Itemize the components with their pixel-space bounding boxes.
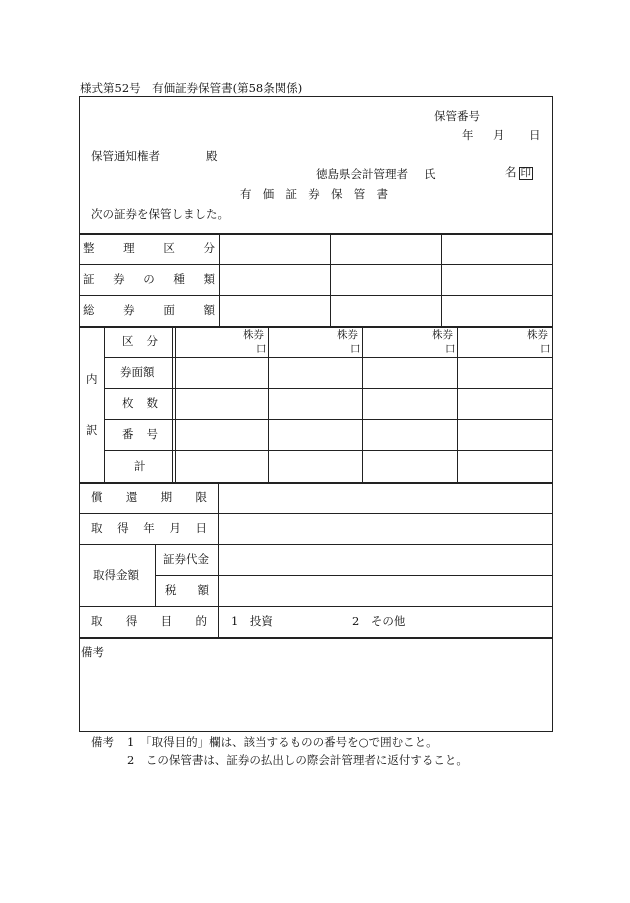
rule-line — [79, 264, 553, 265]
doc-title-char: 証 — [285, 187, 297, 201]
label-char: 取 — [91, 521, 103, 535]
label-char: 区 — [122, 334, 134, 348]
purpose-option-other: 2 その他 — [352, 614, 406, 628]
label-redemption-date — [91, 492, 207, 504]
doc-title-char: 券 — [308, 187, 320, 201]
label-char: 額 — [197, 583, 209, 597]
issuer-label: 徳島県会計管理者 — [316, 167, 408, 181]
label-char: 分 — [203, 241, 215, 255]
label-purpose — [91, 616, 207, 628]
label-tax-amount — [165, 585, 209, 597]
unit-label-bottom: 口 — [540, 343, 551, 355]
label-char: 月 — [169, 521, 181, 535]
label-char: 目 — [160, 614, 173, 628]
label-char: 番 — [122, 427, 134, 441]
label-char: 区 — [163, 241, 175, 255]
rule-line — [268, 326, 269, 482]
label-char: 的 — [195, 614, 207, 628]
rule-line — [155, 544, 156, 606]
rule-line — [155, 575, 553, 576]
rule-line — [104, 357, 553, 358]
rule-line — [79, 233, 553, 235]
rule-line — [79, 637, 553, 639]
label-char: 号 — [146, 427, 158, 441]
label-char: 償 — [91, 490, 103, 504]
unit-label-bottom: 口 — [256, 343, 267, 355]
name-label-text: 名 — [505, 165, 517, 179]
addressee-label: 保管通知権者 — [91, 149, 160, 163]
unit-label-bottom: 口 — [445, 343, 456, 355]
label-char: の — [143, 272, 155, 286]
rule-line — [79, 606, 553, 607]
label-char: 還 — [125, 490, 138, 504]
date-month: 月 — [493, 128, 505, 142]
rule-line — [104, 326, 105, 482]
label-char: 分 — [146, 334, 158, 348]
rule-line — [104, 419, 553, 420]
label-char: 券 — [123, 303, 135, 317]
breakdown-row-classification — [122, 336, 158, 348]
seal-mark: 印 — [520, 167, 531, 179]
summary-label-total-face-value — [83, 305, 215, 317]
rule-line — [79, 295, 553, 296]
name-label-first: 氏 — [424, 167, 436, 181]
date-day: 日 — [529, 128, 541, 142]
label-char: 期 — [160, 490, 173, 504]
rule-line — [104, 450, 553, 451]
unit-label-top: 株券 — [527, 329, 548, 341]
rule-line — [104, 388, 553, 389]
label-char: 枚 — [122, 396, 134, 410]
rule-line — [219, 233, 220, 326]
label-char: 額 — [203, 303, 215, 317]
footnote-item-2: 2 この保管書は、証券の払出しの際会計管理者に返付すること。 — [127, 753, 468, 767]
label-acquisition-date — [91, 523, 207, 535]
doc-title-char: 有 — [240, 187, 252, 201]
label-char: 年 — [143, 521, 155, 535]
doc-title-char: 管 — [353, 187, 366, 201]
label-char: 券 — [113, 272, 125, 286]
breakdown-row-quantity — [122, 398, 158, 410]
label-char: 種 — [173, 272, 185, 286]
breakdown-side-label-bottom: 訳 — [86, 423, 98, 437]
document-title — [240, 189, 388, 201]
label-char: 得 — [125, 614, 138, 628]
label-char: 面 — [163, 303, 175, 317]
rule-line — [457, 326, 458, 482]
doc-title-char: 書 — [376, 187, 388, 201]
unit-label-top: 株券 — [432, 329, 453, 341]
footnote-label: 備考 — [91, 735, 114, 749]
name-label-second — [505, 167, 533, 180]
rule-line — [175, 326, 176, 482]
rule-line — [79, 326, 553, 328]
label-char: 限 — [195, 490, 207, 504]
label-char: 数 — [146, 396, 158, 410]
rule-line — [441, 233, 442, 326]
rule-line — [79, 482, 553, 484]
label-char: 類 — [203, 272, 215, 286]
rule-line — [79, 513, 553, 514]
breakdown-row-total: 計 — [134, 459, 146, 473]
rule-line — [172, 326, 173, 482]
label-acquisition-amount: 取得金額 — [93, 568, 139, 582]
storage-number-label: 保管番号 — [434, 109, 480, 123]
statement-text: 次の証券を保管しました。 — [91, 207, 229, 221]
unit-label-top: 株券 — [243, 329, 264, 341]
purpose-option-investment: 1 投資 — [231, 614, 273, 628]
rule-line — [330, 233, 331, 326]
rule-line — [79, 544, 553, 545]
summary-label-security-type — [83, 274, 215, 286]
breakdown-row-number — [122, 429, 158, 441]
label-char: 取 — [91, 614, 103, 628]
breakdown-row-face-value: 券面額 — [120, 365, 155, 379]
label-char: 整 — [83, 241, 95, 255]
summary-label-classification — [83, 243, 215, 255]
honorific: 殿 — [206, 149, 218, 163]
rule-line — [218, 482, 219, 637]
date-year: 年 — [462, 128, 474, 142]
label-securities-price: 証券代金 — [163, 552, 209, 566]
breakdown-side-label-top: 内 — [86, 372, 98, 386]
label-char: 日 — [195, 521, 207, 535]
remarks-label: 備考 — [81, 645, 104, 659]
doc-title-char: 価 — [262, 187, 275, 201]
unit-label-bottom: 口 — [350, 343, 361, 355]
unit-label-top: 株券 — [337, 329, 358, 341]
doc-title-char: 保 — [331, 187, 343, 201]
label-char: 理 — [123, 241, 135, 255]
label-char: 税 — [165, 583, 177, 597]
label-char: 証 — [83, 272, 95, 286]
footnote-item-1: 1 「取得目的」欄は、該当するものの番号を○で囲むこと。 — [127, 735, 438, 749]
label-char: 得 — [117, 521, 129, 535]
label-char: 総 — [83, 303, 95, 317]
form-title: 様式第52号 有価証券保管書(第58条関係) — [80, 81, 303, 95]
rule-line — [362, 326, 363, 482]
